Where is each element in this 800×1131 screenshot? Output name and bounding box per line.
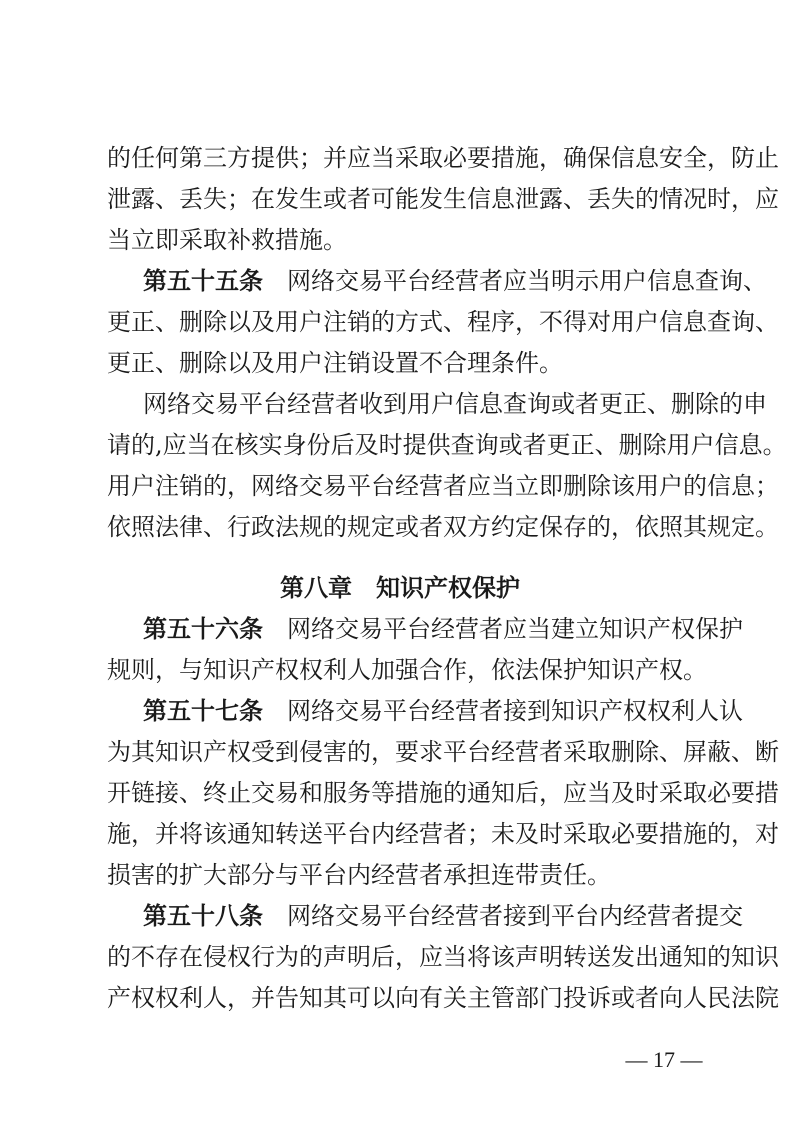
article-56-text: 网络交易平台经营者应当建立知识产权保护 xyxy=(287,615,743,643)
article-56-heading: 第五十六条 xyxy=(143,615,263,643)
text-line: 更正、删除以及用户注销的方式、程序，不得对用户信息查询、 xyxy=(107,308,779,336)
article-55-text: 网络交易平台经营者应当明示用户信息查询、 xyxy=(287,267,767,295)
text-line: 损害的扩大部分与平台内经营者承担连带责任。 xyxy=(107,861,611,889)
text-line: 的任何第三方提供；并应当采取必要措施，确保信息安全，防止 xyxy=(107,144,779,172)
article-57-line xyxy=(143,696,743,726)
text-line: 开链接、终止交易和服务等措施的通知后，应当及时采取必要措 xyxy=(107,779,779,807)
article-57-text: 网络交易平台经营者接到知识产权权利人认 xyxy=(287,697,743,725)
text-line: 用户注销的，网络交易平台经营者应当立即删除该用户的信息； xyxy=(107,472,779,500)
text-line: 产权权利人，并告知其可以向有关主管部门投诉或者向人民法院 xyxy=(107,984,779,1012)
text-line: 网络交易平台经营者收到用户信息查询或者更正、删除的申 xyxy=(143,390,767,418)
article-58-text: 网络交易平台经营者接到平台内经营者提交 xyxy=(287,902,743,930)
article-58-line xyxy=(143,901,743,931)
article-58-heading: 第五十八条 xyxy=(143,902,263,930)
page-number: — 17 — xyxy=(625,1047,703,1072)
text-line: 当立即采取补救措施。 xyxy=(107,226,347,254)
text-line: 更正、删除以及用户注销设置不合理条件。 xyxy=(107,349,563,377)
article-55-line xyxy=(143,266,767,296)
article-57-heading: 第五十七条 xyxy=(143,697,263,725)
article-56-line xyxy=(143,614,743,644)
text-line: 为其知识产权受到侵害的，要求平台经营者采取删除、屏蔽、断 xyxy=(107,738,779,766)
text-line: 泄露、丢失；在发生或者可能发生信息泄露、丢失的情况时，应 xyxy=(107,185,779,213)
article-55-heading: 第五十五条 xyxy=(143,267,263,295)
chapter-title: 第八章 知识产权保护 xyxy=(280,574,520,602)
text-line: 依照法律、行政法规的规定或者双方约定保存的，依照其规定。 xyxy=(107,513,779,541)
text-line: 的不存在侵权行为的声明后，应当将该声明转送发出通知的知识 xyxy=(107,943,779,971)
text-line: 规则，与知识产权权利人加强合作，依法保护知识产权。 xyxy=(107,656,707,684)
text-line: 施，并将该通知转送平台内经营者；未及时采取必要措施的，对 xyxy=(107,820,779,848)
text-line: 请的,应当在核实身份后及时提供查询或者更正、删除用户信息。 xyxy=(107,431,787,459)
